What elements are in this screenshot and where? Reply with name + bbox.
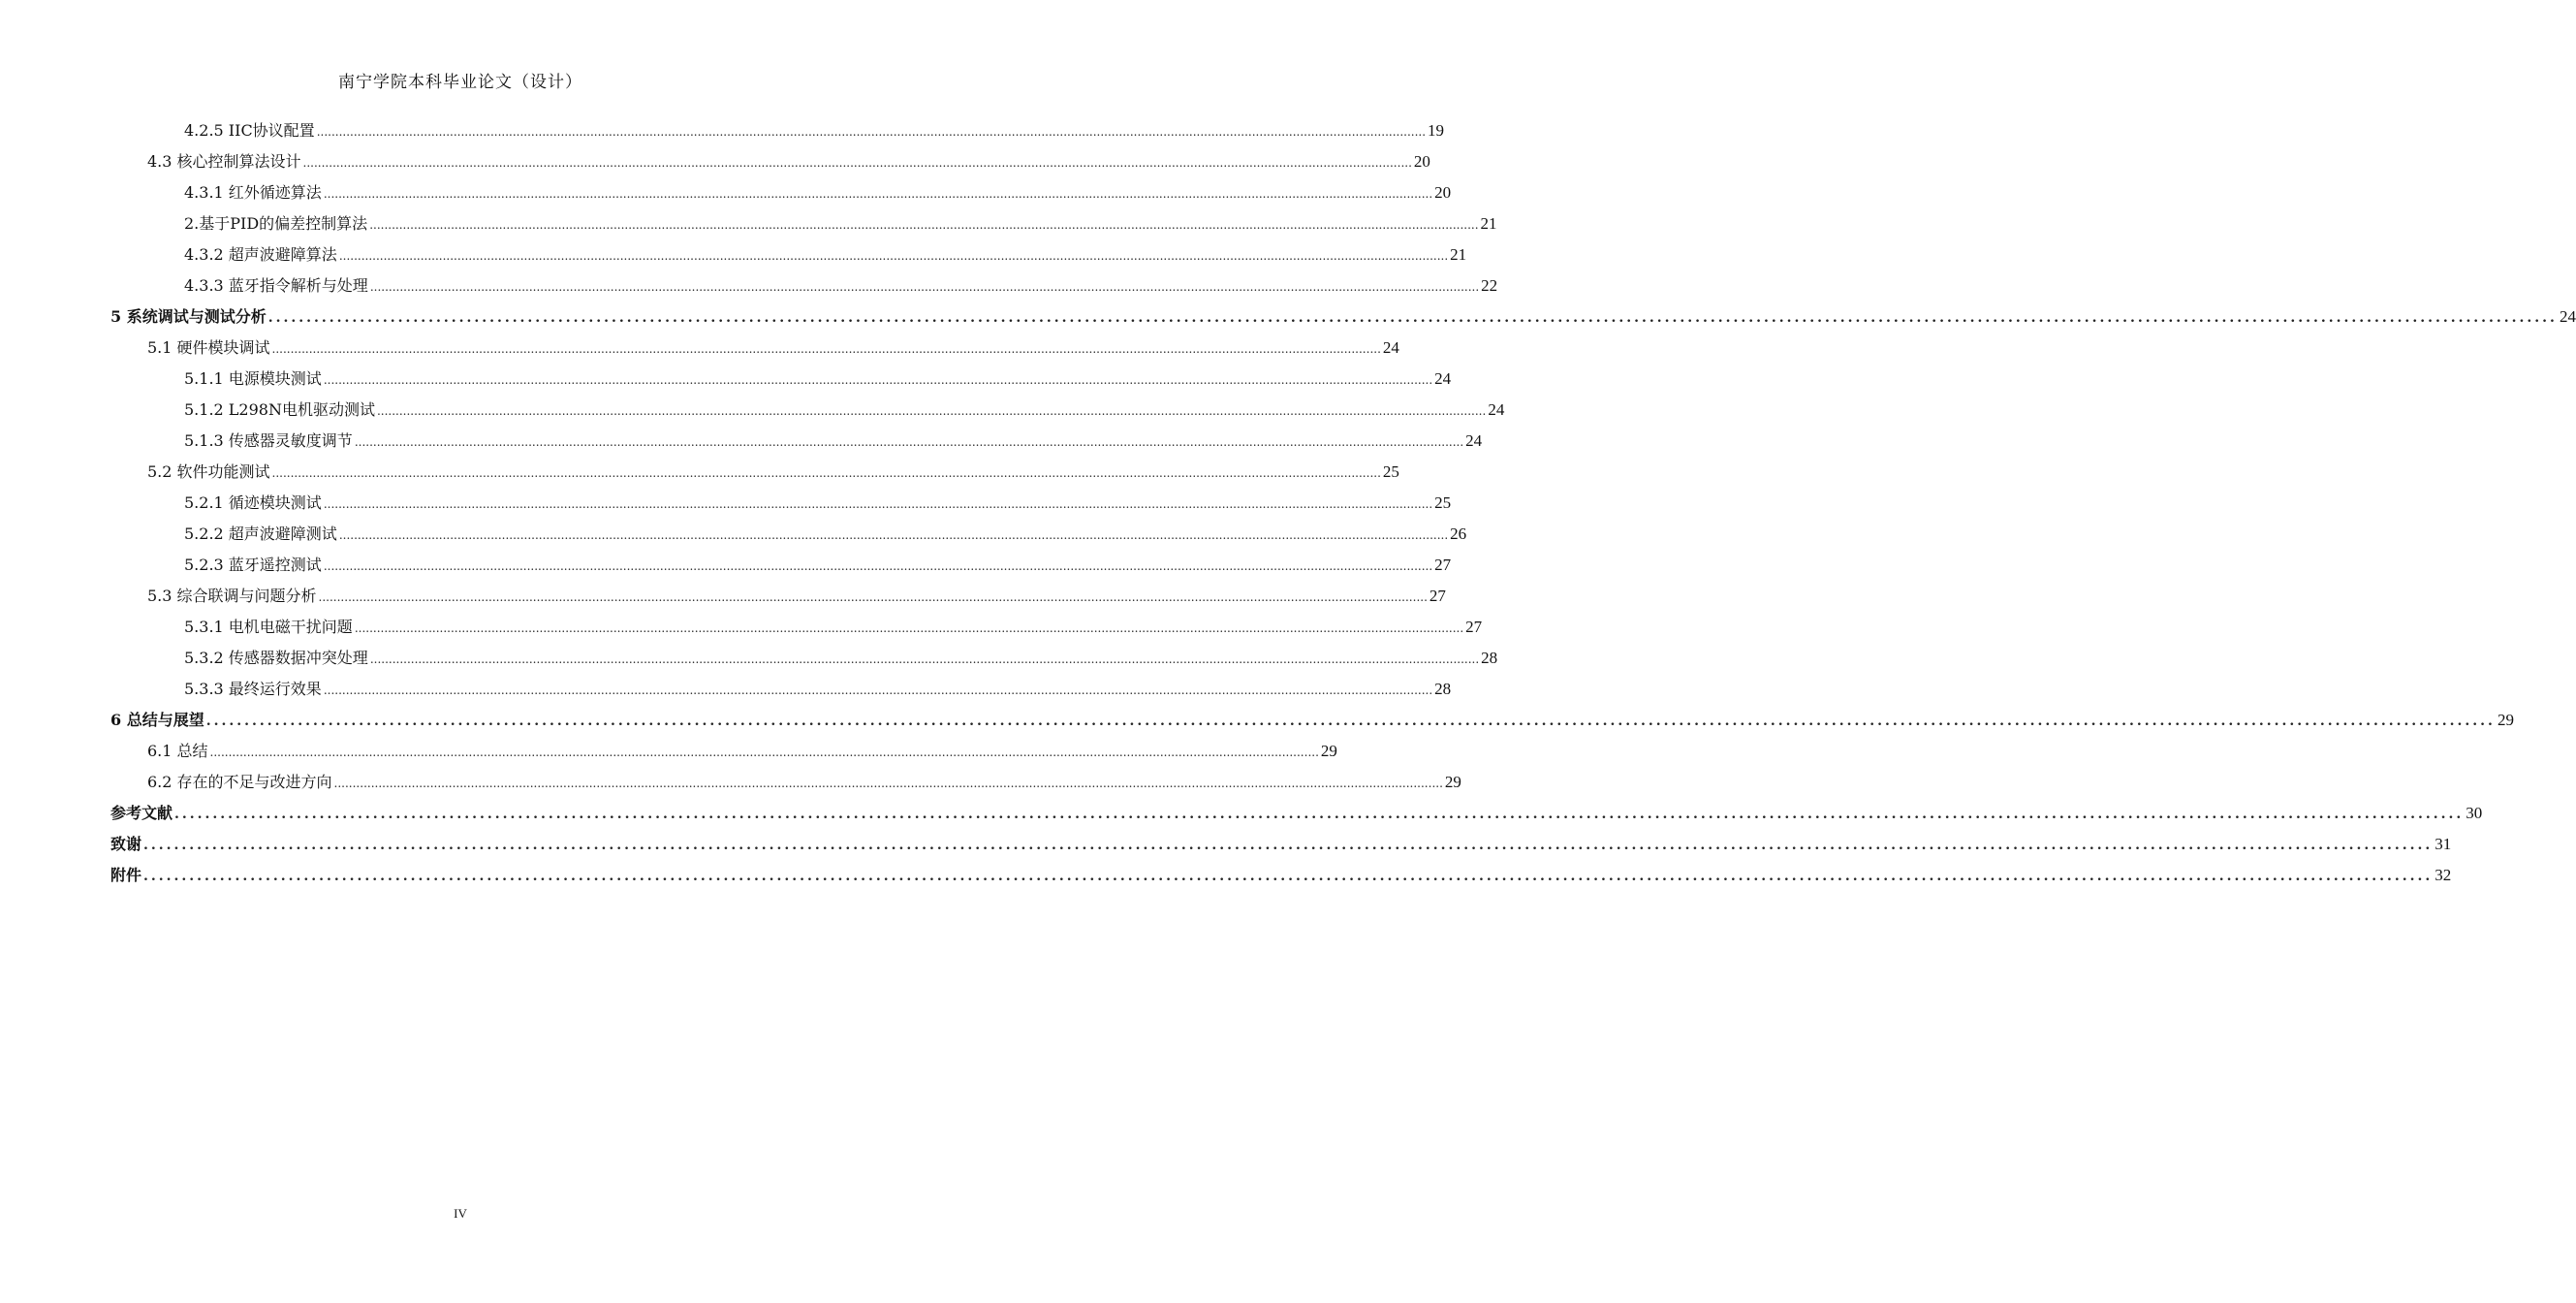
toc-entry-page: 20	[1413, 152, 1430, 171]
toc-entry-label: 附件	[110, 866, 142, 884]
toc-leader-dots: ............................................................................................................................................................................................................................................................................................................	[302, 156, 1412, 170]
toc-entry[interactable]	[110, 421, 1483, 452]
toc-entry[interactable]	[110, 390, 1505, 421]
toc-entry[interactable]	[110, 514, 1467, 545]
toc-leader-dots: ............................................................................................................................................................................................................................................................................................................	[271, 342, 1381, 356]
toc-entry[interactable]	[110, 700, 2514, 731]
toc-leader-dots: ............................................................................................................................................................................................................................................................................................................	[316, 125, 1427, 139]
toc-entry[interactable]	[110, 142, 1430, 173]
toc-entry-label: 6.1 总结	[147, 742, 208, 760]
toc-leader-dots: ............................................................................................................................................................................................................................................................................................................	[205, 714, 2496, 729]
toc-entry-label: 4.3.2 超声波避障算法	[184, 245, 337, 264]
toc-entry[interactable]	[110, 762, 1461, 793]
toc-entry-page: 29	[1444, 773, 1461, 791]
toc-entry-page: 28	[1481, 649, 1498, 667]
page-number: IV	[454, 1206, 467, 1221]
toc-entry[interactable]	[110, 607, 1483, 638]
toc-entry-page: 27	[1465, 618, 1483, 636]
toc-entry-page: 24	[1488, 400, 1505, 419]
toc-entry[interactable]	[110, 452, 1399, 483]
toc-entry-page: 32	[2435, 866, 2452, 884]
toc-leader-dots: ............................................................................................................................................................................................................................................................................................................	[323, 559, 1433, 573]
toc-entry-page: 28	[1434, 680, 1452, 698]
page-header: 南宁学院本科毕业论文（设计）	[338, 73, 582, 92]
toc-entry-label: 5.3.3 最终运行效果	[184, 680, 322, 698]
toc-entry-label: 4.2.5 IIC协议配置	[184, 121, 315, 140]
toc-leader-dots: ............................................................................................................................................................................................................................................................................................................	[323, 187, 1433, 201]
toc-entry-label: 5.3.2 传感器数据冲突处理	[184, 649, 368, 667]
toc-entry-page: 27	[1429, 587, 1446, 605]
toc-leader-dots: ............................................................................................................................................................................................................................................................................................................	[333, 777, 1443, 790]
toc-entry-page: 31	[2435, 835, 2452, 853]
toc-entry-label: 5.1.3 传感器灵敏度调节	[184, 431, 353, 450]
toc-leader-dots: ............................................................................................................................................................................................................................................................................................................	[354, 621, 1464, 635]
toc-leader-dots: ............................................................................................................................................................................................................................................................................................................	[209, 746, 1319, 759]
toc-leader-dots: ............................................................................................................................................................................................................................................................................................................	[323, 373, 1433, 387]
toc-leader-dots: ............................................................................................................................................................................................................................................................................................................	[323, 683, 1433, 697]
toc-leader-dots: ............................................................................................................................................................................................................................................................................................................	[369, 218, 1479, 232]
toc-entry[interactable]	[110, 576, 1446, 607]
toc-entry-page: 20	[1434, 183, 1452, 202]
toc-entry-label: 5.3 综合联调与问题分析	[147, 587, 317, 605]
toc-leader-dots: ............................................................................................................................................................................................................................................................................................................	[376, 404, 1487, 418]
toc-leader-dots: ............................................................................................................................................................................................................................................................................................................	[354, 435, 1464, 449]
toc-leader-dots: ............................................................................................................................................................................................................................................................................................................	[318, 590, 1428, 604]
toc-entry[interactable]	[110, 173, 1452, 204]
toc-entry-page: 19	[1428, 121, 1445, 140]
toc-leader-dots: ............................................................................................................................................................................................................................................................................................................	[271, 466, 1381, 480]
toc-entry-label: 4.3 核心控制算法设计	[147, 152, 301, 171]
toc-entry-page: 29	[2497, 711, 2514, 729]
toc-entry[interactable]	[110, 638, 1498, 669]
toc-entry-label: 5.2.3 蓝牙遥控测试	[184, 556, 322, 574]
toc-entry[interactable]	[110, 111, 1445, 142]
toc-entry-page: 24	[1382, 338, 1399, 357]
toc-entry-page: 25	[1434, 493, 1452, 512]
toc-leader-dots: ............................................................................................................................................................................................................................................................................................................	[267, 310, 2558, 326]
toc-entry-label: 4.3.3 蓝牙指令解析与处理	[184, 276, 368, 295]
toc-entry-label: 6.2 存在的不足与改进方向	[147, 773, 332, 791]
toc-entry[interactable]	[110, 731, 1337, 762]
toc-entry[interactable]	[110, 359, 1452, 390]
toc-entry-label: 5.1 硬件模块调试	[147, 338, 270, 357]
toc-entry-page: 27	[1434, 556, 1452, 574]
toc-entry[interactable]	[110, 545, 1452, 576]
toc-entry[interactable]	[110, 483, 1452, 514]
toc-entry-label: 5.3.1 电机电磁干扰问题	[184, 618, 353, 636]
toc-entry-label: 5.2 软件功能测试	[147, 462, 270, 481]
table-of-contents	[110, 111, 2576, 886]
toc-leader-dots: ............................................................................................................................................................................................................................................................................................................	[143, 869, 2434, 884]
toc-entry-label: 5.2.1 循迹模块测试	[184, 493, 322, 512]
toc-entry[interactable]	[110, 669, 1452, 700]
toc-entry-label: 6 总结与展望	[110, 711, 204, 729]
toc-entry[interactable]	[110, 235, 1467, 266]
toc-entry-label: 5.2.2 超声波避障测试	[184, 524, 337, 543]
toc-leader-dots: ............................................................................................................................................................................................................................................................................................................	[323, 497, 1433, 511]
toc-entry-label: 参考文献	[110, 804, 173, 822]
toc-entry-page: 22	[1481, 276, 1498, 295]
toc-entry-page: 30	[2466, 804, 2483, 822]
toc-entry-label: 5 系统调试与测试分析	[110, 307, 267, 326]
toc-entry[interactable]	[110, 793, 2483, 824]
toc-entry[interactable]	[110, 266, 1498, 297]
toc-leader-dots: ............................................................................................................................................................................................................................................................................................................	[369, 652, 1480, 666]
toc-entry-page: 21	[1480, 214, 1497, 233]
toc-entry-label: 5.1.2 L298N电机驱动测试	[184, 400, 375, 419]
toc-entry-label: 5.1.1 电源模块测试	[184, 369, 322, 388]
toc-entry-page: 24	[1434, 369, 1452, 388]
toc-leader-dots: ............................................................................................................................................................................................................................................................................................................	[369, 280, 1480, 294]
toc-entry[interactable]	[110, 328, 1399, 359]
toc-entry[interactable]	[110, 297, 2576, 328]
toc-entry-page: 26	[1450, 524, 1467, 543]
toc-entry-page: 21	[1450, 245, 1467, 264]
toc-entry-page: 24	[1465, 431, 1483, 450]
toc-entry-page: 29	[1320, 742, 1337, 760]
toc-entry[interactable]	[110, 855, 2452, 886]
toc-leader-dots: ............................................................................................................................................................................................................................................................................................................	[174, 807, 2465, 822]
toc-entry-label: 致谢	[110, 835, 142, 853]
toc-entry-label: 4.3.1 红外循迹算法	[184, 183, 322, 202]
toc-leader-dots: ............................................................................................................................................................................................................................................................................................................	[338, 249, 1449, 263]
toc-entry-page: 24	[2559, 307, 2576, 326]
toc-entry-label: 2.基于PID的偏差控制算法	[184, 214, 368, 233]
toc-leader-dots: ............................................................................................................................................................................................................................................................................................................	[143, 838, 2434, 853]
toc-entry[interactable]	[110, 204, 1497, 235]
toc-entry[interactable]	[110, 824, 2452, 855]
toc-entry-page: 25	[1382, 462, 1399, 481]
toc-leader-dots: ............................................................................................................................................................................................................................................................................................................	[338, 528, 1449, 542]
